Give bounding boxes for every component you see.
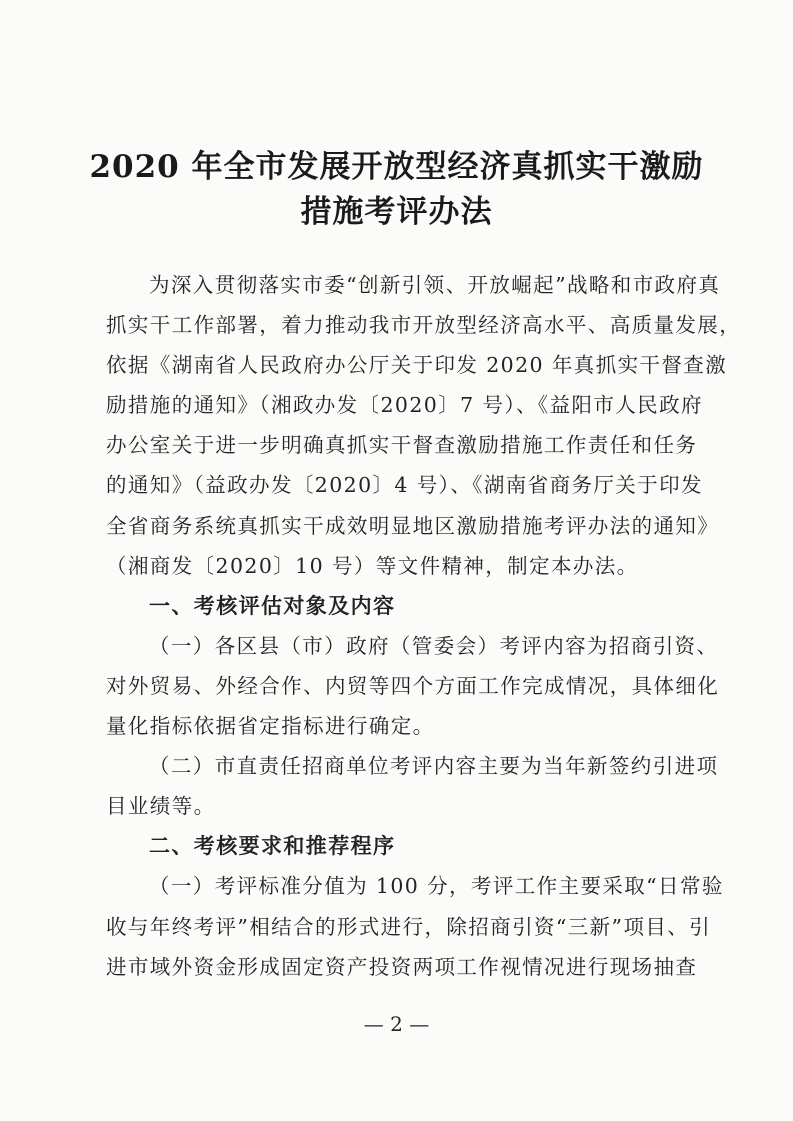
text-line: 抓实干工作部署，着力推动我市开放型经济高水平、高质量发展， [106,313,742,338]
document-title-line-2: 措施考评办法 [300,194,493,230]
text-line: 依据《湖南省人民政府办公厅关于印发 2020 年真抓实干督查激 [106,353,728,378]
text-line: 为深入贯彻落实市委“创新引领、开放崛起”战略和市政府真 [149,273,721,297]
text-line: （二）市直责任招商单位考评内容主要为当年新签约引进项 [149,754,719,779]
document-title-line-1: 2020 年全市发展开放型经济真抓实干激励 [89,149,704,185]
text-line: （一）各区县（市）政府（管委会）考评内容为招商引资、 [149,633,719,658]
section-1-heading: 一、考核评估对象及内容 [149,593,396,618]
text-line: 办公室关于进一步明确真抓实干督查激励措施工作责任和任务 [106,433,698,458]
document-body [106,265,742,987]
text-line: 目业绩等。 [106,794,216,819]
text-line: （一）考评标准分值为 100 分，考评工作主要采取“日常验 [149,874,724,899]
section-1-paragraph-2 [106,746,719,826]
intro-paragraph [106,265,742,586]
text-line: 量化指标依据省定指标进行确定。 [106,714,435,739]
text-line: 对外贸易、外经合作、内贸等四个方面工作完成情况，具体细化 [106,673,720,698]
section-2-heading: 二、考核要求和推荐程序 [149,834,396,859]
text-line: 的通知》（益政办发〔2020〕4 号）、《湖南省商务厅关于印发 [106,473,703,498]
text-line: （湘商发〔2020〕10 号）等文件精神，制定本办法。 [106,553,639,578]
section-2-paragraph-1 [106,866,724,986]
text-line: 进市域外资金形成固定资产投资两项工作视情况进行现场抽查 [106,954,698,979]
text-line: 收与年终考评”相结合的形式进行，除招商引资“三新”项目、引 [106,914,712,939]
section-1-paragraph-1 [106,626,720,746]
text-line: 全省商务系统真抓实干成效明显地区激励措施考评办法的通知》 [106,513,720,538]
text-line: 励措施的通知》（湘政办发〔2020〕7 号）、《益阳市人民政府 [106,393,703,418]
page-number: — 2 — [363,1012,430,1036]
